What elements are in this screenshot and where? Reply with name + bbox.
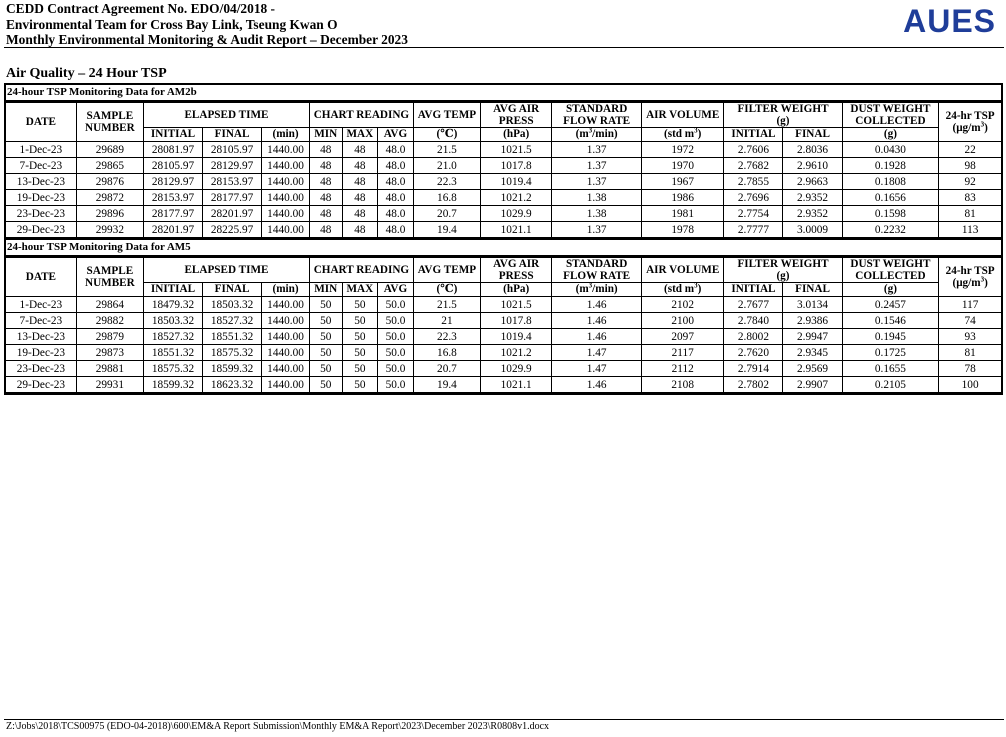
cell-elapsed-final: 28105.97: [203, 142, 262, 158]
cell-elapsed-final: 18575.32: [203, 345, 262, 361]
cell-tsp-value: 81: [939, 345, 1001, 361]
col-standard-flow-rate: STANDARD FLOW RATE: [552, 103, 642, 128]
cell-dust-weight: 0.2105: [842, 377, 939, 393]
cell-dust-weight: 0.2232: [842, 222, 939, 238]
cell-filter-initial: 2.7606: [724, 142, 783, 158]
cell-elapsed-min: 1440.00: [262, 297, 310, 313]
cell-filter-initial: 2.7620: [724, 345, 783, 361]
cell-air-volume: 2112: [641, 361, 723, 377]
cell-dust-weight: 0.1725: [842, 345, 939, 361]
cell-flow-rate: 1.47: [552, 345, 642, 361]
cell-filter-final: 2.9947: [783, 329, 842, 345]
cell-avg-air-press: 1021.2: [481, 345, 552, 361]
table-title-am2b: 24-hour TSP Monitoring Data for AM2b: [6, 85, 1001, 102]
cell-avg-air-press: 1021.1: [481, 377, 552, 393]
file-path-footer: Z:\Jobs\2018\TCS00975 (EDO-04-2018)\600\EM&A Report Submission\Monthly EM&A Report\2023\December 2023\R0808v1.docx: [6, 721, 550, 732]
cell-flow-rate: 1.47: [552, 361, 642, 377]
cell-elapsed-initial: 18599.32: [143, 377, 202, 393]
col-dust-weight: DUST WEIGHT COLLECTED: [842, 258, 939, 283]
cell-date: 23-Dec-23: [6, 361, 76, 377]
col-max: MAX: [342, 128, 378, 142]
cell-chart-min: 50: [309, 329, 342, 345]
table-header-am5: [6, 258, 1001, 297]
table-header-am2b: [6, 103, 1001, 142]
cell-avg-temp: 20.7: [413, 361, 480, 377]
cell-chart-min: 50: [309, 313, 342, 329]
filter-weight-label: FILTER WEIGHT: [737, 103, 829, 115]
cell-tsp-value: 74: [939, 313, 1001, 329]
cell-date: 1-Dec-23: [6, 297, 76, 313]
cell-avg-air-press: 1029.9: [481, 206, 552, 222]
col-press-unit: (hPa): [481, 128, 552, 142]
cell-dust-weight: 0.1808: [842, 174, 939, 190]
tsp-unit-a: (μg/m: [952, 122, 981, 134]
table-body-am2b: [6, 142, 1001, 238]
cell-air-volume: 2108: [641, 377, 723, 393]
cell-tsp-value: 78: [939, 361, 1001, 377]
cell-avg-temp: 21.5: [413, 142, 480, 158]
cell-avg-temp: 21: [413, 313, 480, 329]
cell-filter-initial: 2.7754: [724, 206, 783, 222]
tsp-unit-a: (μg/m: [952, 277, 981, 289]
cell-sample-number: 29864: [76, 297, 143, 313]
cell-flow-rate: 1.37: [552, 158, 642, 174]
cell-chart-max: 48: [342, 222, 378, 238]
cell-chart-min: 48: [309, 158, 342, 174]
cell-avg-air-press: 1021.2: [481, 190, 552, 206]
cell-elapsed-initial: 28129.97: [143, 174, 202, 190]
col-elapsed-time: ELAPSED TIME: [143, 258, 309, 283]
cell-date: 19-Dec-23: [6, 345, 76, 361]
table-body-am5: [6, 297, 1001, 393]
vol-unit-a: (std m: [663, 128, 695, 140]
cell-filter-initial: 2.7914: [724, 361, 783, 377]
cell-air-volume: 2100: [641, 313, 723, 329]
cell-chart-avg: 50.0: [378, 377, 414, 393]
cell-elapsed-initial: 18551.32: [143, 345, 202, 361]
cell-chart-min: 48: [309, 222, 342, 238]
col-max: MAX: [342, 283, 378, 297]
company-logo: AUES: [903, 3, 996, 39]
cell-air-volume: 2102: [641, 297, 723, 313]
table-title-am5: 24-hour TSP Monitoring Data for AM5: [6, 238, 1001, 257]
col-date: DATE: [6, 258, 76, 297]
cell-elapsed-min: 1440.00: [262, 174, 310, 190]
cell-date: 7-Dec-23: [6, 158, 76, 174]
col-sample-number: SAMPLE NUMBER: [76, 103, 143, 142]
col-initial: INITIAL: [143, 283, 202, 297]
cell-sample-number: 29896: [76, 206, 143, 222]
col-final: FINAL: [203, 283, 262, 297]
table-row: [6, 313, 1001, 329]
cell-filter-final: 2.9610: [783, 158, 842, 174]
cell-flow-rate: 1.46: [552, 297, 642, 313]
cell-date: 29-Dec-23: [6, 377, 76, 393]
tsp-tables: [4, 83, 1003, 395]
table-row: [6, 377, 1001, 393]
cell-date: 13-Dec-23: [6, 329, 76, 345]
col-chart-reading: CHART READING: [309, 258, 413, 283]
cell-chart-avg: 48.0: [378, 190, 414, 206]
cell-dust-weight: 0.1928: [842, 158, 939, 174]
col-filter-initial: INITIAL: [724, 128, 783, 142]
cell-chart-avg: 50.0: [378, 313, 414, 329]
table-row: [6, 206, 1001, 222]
cell-tsp-value: 98: [939, 158, 1001, 174]
col-temp-unit: (℃): [413, 128, 480, 142]
cell-tsp-value: 92: [939, 174, 1001, 190]
cell-filter-initial: 2.7802: [724, 377, 783, 393]
cell-dust-weight: 0.1656: [842, 190, 939, 206]
cell-air-volume: 1967: [641, 174, 723, 190]
cell-filter-final: 2.9907: [783, 377, 842, 393]
cell-avg-temp: 21.5: [413, 297, 480, 313]
table-row: [6, 174, 1001, 190]
col-filter-weight: [724, 258, 842, 283]
cell-elapsed-min: 1440.00: [262, 190, 310, 206]
col-elapsed-time: ELAPSED TIME: [143, 103, 309, 128]
cell-elapsed-final: 28153.97: [203, 174, 262, 190]
table-row: [6, 345, 1001, 361]
cell-avg-temp: 22.3: [413, 174, 480, 190]
vol-unit-sup: 3: [694, 127, 698, 135]
col-filter-weight: [724, 103, 842, 128]
cell-chart-max: 50: [342, 329, 378, 345]
cell-filter-final: 2.9569: [783, 361, 842, 377]
cell-avg-air-press: 1019.4: [481, 329, 552, 345]
col-avg-air-press: AVG AIR PRESS: [481, 258, 552, 283]
cell-filter-initial: 2.7677: [724, 297, 783, 313]
cell-filter-final: 2.9663: [783, 174, 842, 190]
cell-avg-temp: 22.3: [413, 329, 480, 345]
report-header: [6, 1, 408, 48]
cell-chart-max: 50: [342, 297, 378, 313]
col-avg: AVG: [378, 128, 414, 142]
cell-flow-rate: 1.37: [552, 222, 642, 238]
cell-flow-rate: 1.46: [552, 313, 642, 329]
cell-elapsed-min: 1440.00: [262, 377, 310, 393]
col-flow-unit: [552, 283, 642, 297]
cell-elapsed-final: 28225.97: [203, 222, 262, 238]
cell-chart-max: 50: [342, 361, 378, 377]
vol-unit-c: ): [697, 283, 702, 295]
cell-chart-avg: 50.0: [378, 297, 414, 313]
cell-filter-initial: 2.7777: [724, 222, 783, 238]
cell-avg-air-press: 1019.4: [481, 174, 552, 190]
cell-elapsed-initial: 18479.32: [143, 297, 202, 313]
cell-date: 19-Dec-23: [6, 190, 76, 206]
cell-filter-final: 2.9352: [783, 206, 842, 222]
header-line-report: Monthly Environmental Monitoring & Audit Report – December 2023: [6, 32, 408, 48]
cell-flow-rate: 1.38: [552, 190, 642, 206]
cell-filter-final: 2.9386: [783, 313, 842, 329]
col-date: DATE: [6, 103, 76, 142]
col-dust-weight: DUST WEIGHT COLLECTED: [842, 103, 939, 128]
cell-filter-final: 2.9352: [783, 190, 842, 206]
cell-chart-avg: 48.0: [378, 158, 414, 174]
data-table-am2b: [6, 102, 1001, 238]
data-table-am5: [6, 257, 1001, 393]
cell-filter-final: 3.0134: [783, 297, 842, 313]
cell-sample-number: 29931: [76, 377, 143, 393]
flow-unit-sup: 3: [588, 127, 593, 135]
cell-avg-temp: 21.0: [413, 158, 480, 174]
table-row: [6, 142, 1001, 158]
cell-chart-avg: 50.0: [378, 345, 414, 361]
cell-elapsed-initial: 28177.97: [143, 206, 202, 222]
cell-date: 13-Dec-23: [6, 174, 76, 190]
cell-tsp-value: 117: [939, 297, 1001, 313]
col-min-unit: (min): [262, 128, 310, 142]
col-min-unit: (min): [262, 283, 310, 297]
tsp-label: 24-hr TSP: [945, 265, 995, 277]
cell-air-volume: 1986: [641, 190, 723, 206]
tsp-unit-sup: 3: [980, 275, 985, 284]
cell-dust-weight: 0.2457: [842, 297, 939, 313]
cell-chart-max: 50: [342, 313, 378, 329]
cell-elapsed-min: 1440.00: [262, 206, 310, 222]
col-filter-final: FINAL: [783, 128, 842, 142]
cell-filter-final: 2.8036: [783, 142, 842, 158]
cell-air-volume: 1970: [641, 158, 723, 174]
cell-chart-avg: 50.0: [378, 361, 414, 377]
cell-avg-air-press: 1029.9: [481, 361, 552, 377]
cell-elapsed-min: 1440.00: [262, 329, 310, 345]
tsp-unit-c: ): [984, 122, 988, 134]
cell-date: 23-Dec-23: [6, 206, 76, 222]
cell-chart-max: 50: [342, 345, 378, 361]
cell-flow-rate: 1.37: [552, 142, 642, 158]
cell-sample-number: 29873: [76, 345, 143, 361]
cell-elapsed-final: 18503.32: [203, 297, 262, 313]
tsp-unit-c: ): [984, 277, 988, 289]
cell-elapsed-final: 18623.32: [203, 377, 262, 393]
cell-chart-min: 50: [309, 297, 342, 313]
cell-chart-avg: 50.0: [378, 329, 414, 345]
cell-avg-temp: 19.4: [413, 377, 480, 393]
cell-elapsed-initial: 18527.32: [143, 329, 202, 345]
cell-avg-temp: 19.4: [413, 222, 480, 238]
cell-elapsed-min: 1440.00: [262, 142, 310, 158]
table-row: [6, 361, 1001, 377]
cell-elapsed-final: 18527.32: [203, 313, 262, 329]
cell-flow-rate: 1.46: [552, 329, 642, 345]
cell-avg-temp: 16.8: [413, 345, 480, 361]
cell-sample-number: 29932: [76, 222, 143, 238]
cell-elapsed-final: 28129.97: [203, 158, 262, 174]
col-min: MIN: [309, 128, 342, 142]
cell-tsp-value: 22: [939, 142, 1001, 158]
filter-weight-label: FILTER WEIGHT: [737, 258, 829, 270]
cell-avg-air-press: 1017.8: [481, 313, 552, 329]
cell-tsp-value: 93: [939, 329, 1001, 345]
col-final: FINAL: [203, 128, 262, 142]
cell-chart-avg: 48.0: [378, 206, 414, 222]
cell-tsp-value: 83: [939, 190, 1001, 206]
col-dust-unit: (g): [842, 128, 939, 142]
page-title: Air Quality – 24 Hour TSP: [6, 66, 167, 81]
cell-filter-final: 2.9345: [783, 345, 842, 361]
col-air-volume: AIR VOLUME: [641, 258, 723, 283]
cell-sample-number: 29881: [76, 361, 143, 377]
cell-sample-number: 29879: [76, 329, 143, 345]
col-avg-temp: AVG TEMP: [413, 103, 480, 128]
col-avg: AVG: [378, 283, 414, 297]
cell-date: 7-Dec-23: [6, 313, 76, 329]
cell-dust-weight: 0.1598: [842, 206, 939, 222]
cell-sample-number: 29872: [76, 190, 143, 206]
cell-elapsed-min: 1440.00: [262, 222, 310, 238]
cell-chart-min: 48: [309, 190, 342, 206]
cell-air-volume: 1972: [641, 142, 723, 158]
cell-date: 1-Dec-23: [6, 142, 76, 158]
cell-avg-temp: 20.7: [413, 206, 480, 222]
cell-sample-number: 29689: [76, 142, 143, 158]
col-air-volume: AIR VOLUME: [641, 103, 723, 128]
cell-avg-temp: 16.8: [413, 190, 480, 206]
cell-sample-number: 29882: [76, 313, 143, 329]
cell-elapsed-min: 1440.00: [262, 361, 310, 377]
cell-elapsed-final: 18599.32: [203, 361, 262, 377]
cell-chart-min: 50: [309, 345, 342, 361]
cell-elapsed-initial: 28201.97: [143, 222, 202, 238]
cell-air-volume: 2097: [641, 329, 723, 345]
cell-chart-max: 48: [342, 206, 378, 222]
col-filter-final: FINAL: [783, 283, 842, 297]
tsp-unit: [952, 122, 987, 134]
header-line-contract: CEDD Contract Agreement No. EDO/04/2018 -: [6, 1, 276, 16]
footer-divider: [4, 719, 1004, 720]
vol-unit-a: (std m: [663, 283, 695, 295]
filter-weight-unit: (g): [776, 115, 790, 127]
cell-elapsed-final: 28177.97: [203, 190, 262, 206]
table-row: [6, 222, 1001, 238]
col-press-unit: (hPa): [481, 283, 552, 297]
cell-elapsed-final: 18551.32: [203, 329, 262, 345]
flow-unit-c: /min): [592, 283, 618, 295]
cell-dust-weight: 0.1546: [842, 313, 939, 329]
cell-avg-air-press: 1021.1: [481, 222, 552, 238]
col-standard-flow-rate: STANDARD FLOW RATE: [552, 258, 642, 283]
cell-chart-max: 48: [342, 174, 378, 190]
cell-filter-initial: 2.7855: [724, 174, 783, 190]
col-tsp: [939, 103, 1001, 142]
flow-unit-a: (m: [575, 283, 589, 295]
cell-chart-avg: 48.0: [378, 142, 414, 158]
cell-filter-initial: 2.8002: [724, 329, 783, 345]
cell-filter-final: 3.0009: [783, 222, 842, 238]
cell-chart-avg: 48.0: [378, 174, 414, 190]
cell-elapsed-initial: 28105.97: [143, 158, 202, 174]
cell-elapsed-min: 1440.00: [262, 158, 310, 174]
header-divider: [4, 47, 1004, 48]
cell-flow-rate: 1.37: [552, 174, 642, 190]
col-initial: INITIAL: [143, 128, 202, 142]
cell-flow-rate: 1.46: [552, 377, 642, 393]
cell-date: 29-Dec-23: [6, 222, 76, 238]
col-tsp: [939, 258, 1001, 297]
cell-chart-avg: 48.0: [378, 222, 414, 238]
cell-chart-min: 48: [309, 206, 342, 222]
col-dust-unit: (g): [842, 283, 939, 297]
cell-chart-max: 48: [342, 190, 378, 206]
tsp-label: 24-hr TSP: [945, 110, 995, 122]
vol-unit-sup: 3: [694, 282, 698, 290]
cell-air-volume: 1978: [641, 222, 723, 238]
cell-chart-min: 48: [309, 174, 342, 190]
cell-filter-initial: 2.7682: [724, 158, 783, 174]
tsp-unit-sup: 3: [980, 120, 985, 129]
cell-dust-weight: 0.1655: [842, 361, 939, 377]
cell-sample-number: 29876: [76, 174, 143, 190]
cell-chart-min: 50: [309, 361, 342, 377]
col-sample-number: SAMPLE NUMBER: [76, 258, 143, 297]
cell-elapsed-initial: 18575.32: [143, 361, 202, 377]
cell-elapsed-initial: 28081.97: [143, 142, 202, 158]
col-vol-unit: [641, 283, 723, 297]
cell-air-volume: 1981: [641, 206, 723, 222]
table-row: [6, 329, 1001, 345]
cell-chart-min: 48: [309, 142, 342, 158]
cell-filter-initial: 2.7840: [724, 313, 783, 329]
cell-avg-air-press: 1017.8: [481, 158, 552, 174]
table-row: [6, 297, 1001, 313]
header-line-team: Environmental Team for Cross Bay Link, Tseung Kwan O: [6, 16, 338, 32]
col-filter-initial: INITIAL: [724, 283, 783, 297]
cell-tsp-value: 100: [939, 377, 1001, 393]
table-row: [6, 190, 1001, 206]
cell-sample-number: 29865: [76, 158, 143, 174]
cell-elapsed-min: 1440.00: [262, 345, 310, 361]
cell-elapsed-initial: 28153.97: [143, 190, 202, 206]
filter-weight-unit: (g): [776, 270, 790, 282]
table-row: [6, 158, 1001, 174]
tsp-unit: [952, 277, 987, 289]
cell-avg-air-press: 1021.5: [481, 142, 552, 158]
vol-unit-c: ): [697, 128, 702, 140]
cell-dust-weight: 0.0430: [842, 142, 939, 158]
col-avg-air-press: AVG AIR PRESS: [481, 103, 552, 128]
cell-avg-air-press: 1021.5: [481, 297, 552, 313]
cell-elapsed-initial: 18503.32: [143, 313, 202, 329]
cell-air-volume: 2117: [641, 345, 723, 361]
cell-filter-initial: 2.7696: [724, 190, 783, 206]
col-chart-reading: CHART READING: [309, 103, 413, 128]
col-temp-unit: (℃): [413, 283, 480, 297]
cell-tsp-value: 81: [939, 206, 1001, 222]
cell-chart-min: 50: [309, 377, 342, 393]
col-min: MIN: [309, 283, 342, 297]
cell-chart-max: 48: [342, 158, 378, 174]
cell-elapsed-min: 1440.00: [262, 313, 310, 329]
col-vol-unit: [641, 128, 723, 142]
cell-dust-weight: 0.1945: [842, 329, 939, 345]
cell-flow-rate: 1.38: [552, 206, 642, 222]
flow-unit-a: (m: [575, 128, 589, 140]
col-flow-unit: [552, 128, 642, 142]
cell-tsp-value: 113: [939, 222, 1001, 238]
flow-unit-sup: 3: [588, 282, 593, 290]
cell-elapsed-final: 28201.97: [203, 206, 262, 222]
cell-chart-max: 48: [342, 142, 378, 158]
col-avg-temp: AVG TEMP: [413, 258, 480, 283]
flow-unit-c: /min): [592, 128, 618, 140]
cell-chart-max: 50: [342, 377, 378, 393]
